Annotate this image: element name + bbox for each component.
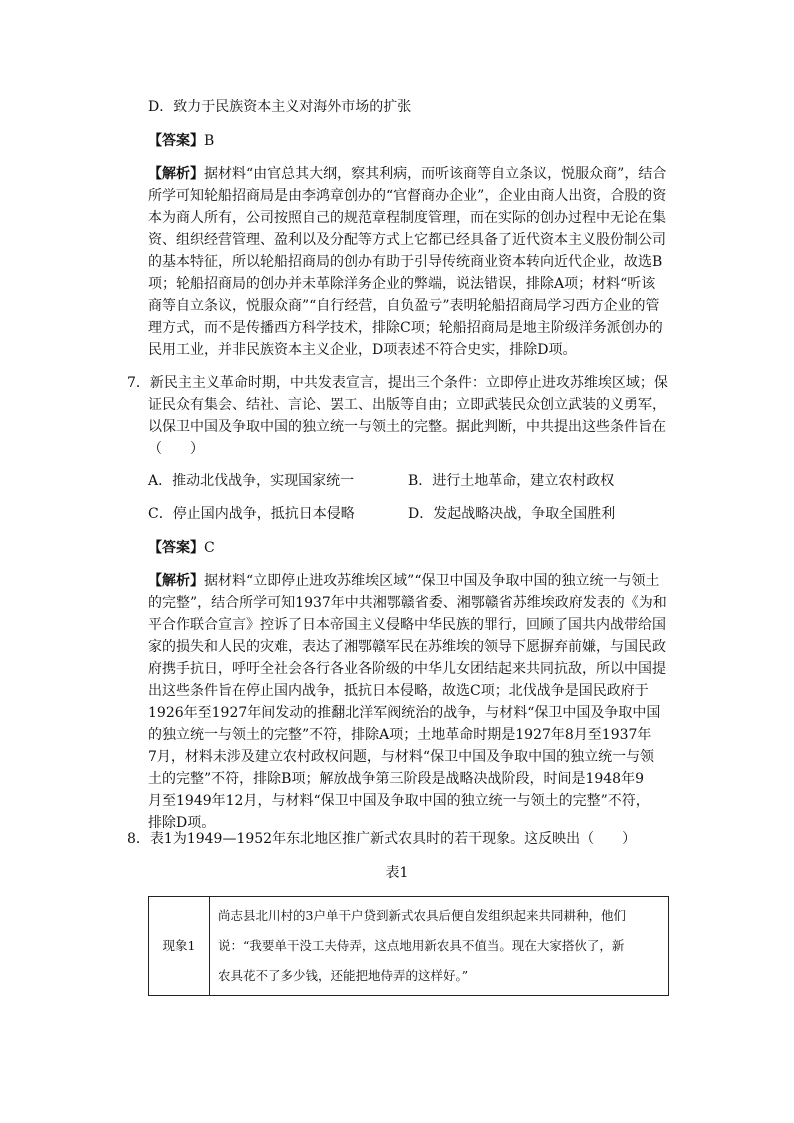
q6-answer [148,131,214,151]
q7-answer [148,538,215,558]
q7-analysis-line: 土的完整”不符，排除B项；解放战争第三阶段是战略决战阶段，时间是1948年9 [148,771,644,787]
q7-stem-line: 7．新民主主义革命时期，中共发表宣言，提出三个条件：立即停止进攻苏维埃区域；保 [127,375,668,391]
q7-analysis-line-1 [148,571,659,591]
row-content-line: 说：“我要单干没工夫侍弄，这点地用新农具不值当。现在大家搭伙了，新 [218,938,625,953]
phenomena-table [148,896,669,996]
q6-answer-tag: 【答案】 [148,133,204,149]
q6-analysis-line: 民用工业，并非民族资本主义企业，D项表述不符合史实，排除D项。 [148,342,577,358]
q7-analysis-line: 1926年至1927年间发动的推翻北洋军阀统治的战争，与材料“保卫中国及争取中国 [148,705,661,721]
q6-analysis-line: 商等自立条议，悦服众商”“自行经营，自负盈亏”表明轮船招商局学习西方企业的管 [148,298,660,314]
q7-option-c: C．停止国内战争，抵抗日本侵略 [148,506,355,522]
q6-analysis-line: 资、组织经营管理、盈利以及分配等方式上它都已经具备了近代资本主义股份制公司 [148,232,666,248]
q7-analysis-line: 家的损失和人民的灾难，表达了湘鄂赣军民在苏维埃的领导下愿摒弃前嫌，与国民政 [148,639,666,655]
q7-analysis-line: 出这些条件旨在停止国内战争，抵抗日本侵略，故选C项；北伐战争是国民政府于 [148,683,649,699]
q7-analysis-line: 平合作联合宣言》控诉了日本帝国主义侵略中华民族的罪行，回顾了国共内战带给国 [148,617,666,633]
q7-stem-line: 以保卫中国及争取中国的独立统一与领土的完整。据此判断，中共提出这些条件旨在 [148,419,666,435]
table-caption: 表1 [385,865,409,881]
q6-analysis-line-1 [148,164,666,184]
q7-option-d: D．发起战略决战，争取全国胜利 [408,506,616,522]
q7-stem-line: 证民众有集会、结社、言论、罢工、出版等自由；立即武装民众创立武装的义勇军， [148,397,666,413]
q8-stem: 8．表1为1949—1952年东北地区推广新式农具时的若干现象。这反映出（ ） [127,831,637,847]
q6-answer-value: B [204,133,215,149]
q7-option-a: A．推动北伐战争，实现国家统一 [148,473,355,489]
q7-answer-value: C [204,540,215,556]
q7-stem-line: （ ） [148,441,204,457]
q6-analysis-line: 所学可知轮船招商局是由李鸿章创办的“官督商办企业”，企业由商人出资，合股的资 [148,188,667,204]
q7-analysis-line: 的完整”，结合所学可知1937年中共湘鄂赣省委、湘鄂赣省苏维埃政府发表的《为和 [148,595,667,611]
q6-analysis-line: 本为商人所有，公司按照自己的规范章程制度管理，而在实际的创办过程中无论在集 [148,210,666,226]
q6-analysis-text: 据材料“由官总其大纲，察其利病，而听该商等自立条议，悦服众商”，结合 [204,166,667,182]
table-row [149,897,669,996]
q6-analysis-line: 理方式，而不是传播西方科学技术，排除C项；轮船招商局是地主阶级洋务派创办的 [148,320,663,336]
q7-analysis-line: 府携手抗日，呼吁全社会各行各业各阶级的中华儿女团结起来共同抗敌，所以中国提 [148,661,666,677]
row-content-line: 农具花不了多少钱，还能把地侍弄的这样好。” [218,968,469,983]
q7-analysis-text: 据材料“立即停止进攻苏维埃区域”“保卫中国及争取中国的独立统一与领土 [204,573,660,589]
q7-analysis-line: 排除D项。 [148,815,216,831]
q7-option-b: B．进行土地革命，建立农村政权 [408,473,615,489]
q7-analysis-line: 月至1949年12月，与材料“保卫中国及争取中国的独立统一与领土的完整”不符， [148,793,650,809]
q6-analysis-line: 的基本特征，所以轮船招商局的创办有助于引导传统商业资本转向近代企业，故选B [148,254,663,270]
q6-option-d: D．致力于民族资本主义对海外市场的扩张 [148,99,412,115]
q6-analysis-line: 项；轮船招商局的创办并未革除洋务企业的弊端，说法错误，排除A项；材料“听该 [148,276,656,292]
q7-analysis-tag: 【解析】 [148,573,204,589]
row-content-line: 尚志县北川村的3户单干户贷到新式农具后便自发组织起来共同耕种，他们 [218,908,626,923]
q7-analysis-line: 7月，材料未涉及建立农村政权问题，与材料“保卫中国及争取中国的独立统一与领 [148,749,655,765]
row-label: 现象1 [149,897,210,996]
q6-analysis-tag: 【解析】 [148,166,204,182]
q7-analysis-line: 的独立统一与领土的完整”不符，排除A项；土地革命时期是1927年8月至1937年 [148,727,652,743]
q7-answer-tag: 【答案】 [148,540,204,556]
row-content [210,897,669,996]
